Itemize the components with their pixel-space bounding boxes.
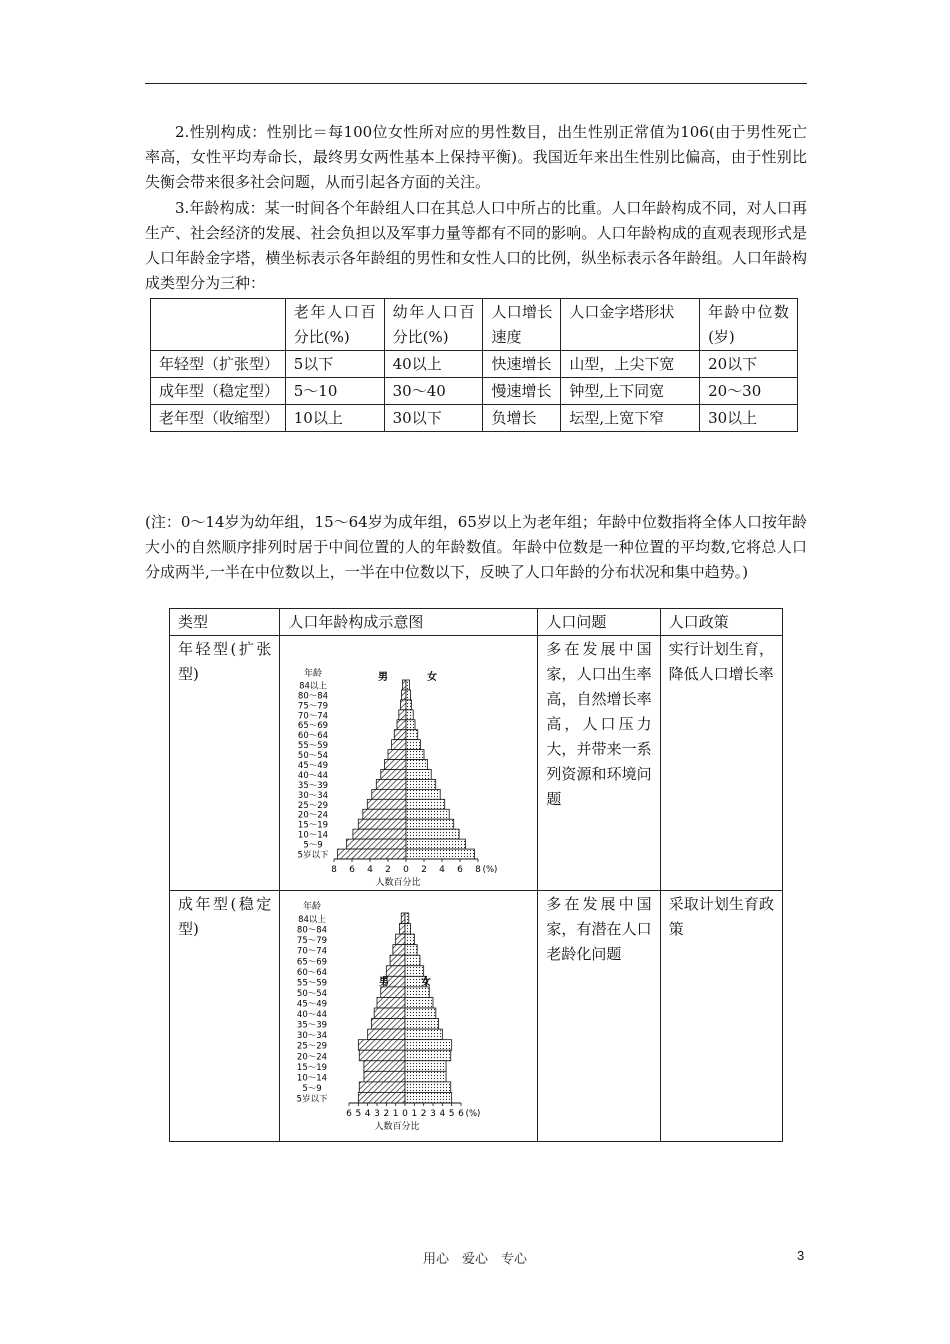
table-row [170, 891, 783, 1142]
bar-female [405, 1092, 452, 1103]
table-cell: 钟型,上下同宽 [561, 378, 700, 405]
x-tick-label: 0 [403, 865, 410, 875]
bar-male [368, 1029, 405, 1040]
y-tick-label: 84以上 [298, 915, 327, 926]
chart-cell [280, 891, 538, 1142]
chart-cell [280, 636, 538, 891]
y-tick-label: 20～24 [297, 1052, 328, 1063]
table-cell: 20～30 [700, 378, 798, 405]
x-tick-label: 5 [449, 1109, 455, 1119]
bar-female [406, 700, 411, 710]
y-tick-label: 35～39 [298, 780, 329, 791]
female-label: 女 [427, 672, 438, 683]
bar-male [359, 1040, 406, 1051]
y-tick-label: 75～79 [298, 701, 329, 712]
bar-male [381, 770, 406, 780]
bar-female [405, 1071, 446, 1082]
y-tick-label: 70～74 [298, 711, 329, 722]
y-tick-label: 15～19 [297, 1062, 328, 1073]
bar-male [364, 1061, 405, 1072]
bar-male [402, 690, 407, 700]
header-rule [145, 83, 807, 84]
bar-male [375, 1008, 406, 1019]
table-header-row [151, 299, 798, 351]
bar-female [406, 789, 440, 799]
table-row [151, 378, 798, 405]
paragraph-note: (注：0～14岁为幼年组，15～64岁为成年组，65岁以上为老年组；年龄中位数指将全体人口按年龄大小的自然顺序排列时居于中间位置的人的年龄数值。年龄中位数是一种位置的平均数,它将总人口分成两半,一半在中位数以上，一半在中位数以下，反映了人口年龄的分布状况和集中趋势。) [145, 513, 807, 581]
table-cell: 老年型（收缩型） [151, 405, 286, 432]
bar-male [403, 680, 407, 690]
bar-female [406, 690, 411, 700]
table-row [151, 351, 798, 378]
bar-male [393, 945, 405, 956]
y-tick-label: 80～84 [298, 691, 329, 702]
y-tick-label: 50～54 [298, 751, 329, 762]
y-tick-label: 65～69 [297, 957, 328, 968]
male-label: 男 [379, 977, 390, 988]
y-tick-label: 25～29 [297, 1041, 328, 1052]
y-tick-label: 70～74 [297, 946, 328, 957]
table-cell: 多在发展中国家，有潜在人口老龄化问题 [538, 891, 660, 1142]
table-cell [151, 299, 286, 351]
bar-female [406, 710, 413, 720]
table-cell: 实行计划生育，降低人口增长率 [660, 636, 782, 891]
table-cell: 5～10 [285, 378, 384, 405]
x-tick-label: 4 [365, 1109, 371, 1119]
table-cell: 山型，上尖下宽 [561, 351, 700, 378]
bar-male [360, 1082, 406, 1093]
x-tick-label: 8 [475, 865, 482, 875]
bar-male [347, 839, 406, 849]
paragraph-sex-composition: 2.性别构成：性别比＝每100位女性所对应的男性数目，出生性别正常值为106(由于男性死亡率高，女性平均寿命长，最终男女两性基本上保持平衡)。我国近年来出生性别比偏高，由于性别比失衡会带来很多社会问题，从而引起各方面的关注。 [145, 123, 807, 191]
bar-male [399, 710, 406, 720]
bar-female [405, 997, 433, 1008]
table-cell: 10以上 [285, 405, 384, 432]
table-cell: 坛型,上宽下窄 [561, 405, 700, 432]
bar-female [406, 680, 410, 690]
bar-female [405, 1029, 442, 1040]
bar-male [368, 799, 407, 809]
bar-female [405, 913, 409, 924]
y-tick-label: 25～29 [298, 800, 329, 811]
x-axis-title: 人数百分比 [374, 1122, 420, 1132]
x-unit-label: (%) [465, 1109, 481, 1119]
y-tick-label: 40～44 [297, 1010, 328, 1021]
table-cell: 30以下 [384, 405, 483, 432]
male-label: 男 [378, 672, 389, 683]
table-cell: 采取计划生育政策 [660, 891, 782, 1142]
pyramid-table [169, 608, 783, 1142]
bar-female [406, 750, 424, 760]
bar-female [406, 819, 454, 829]
table-cell: 多在发展中国家，人口出生率高，自然增长率高，人口压力大，并带来一系列资源和环境问题 [538, 636, 660, 891]
footer-text: 用心 爱心 专心 [422, 1252, 527, 1267]
x-tick-label: 5 [355, 1109, 362, 1119]
y-tick-label: 60～64 [298, 731, 329, 742]
x-tick-label: 1 [393, 1109, 399, 1119]
bar-female [405, 1050, 451, 1061]
bar-female [405, 987, 429, 998]
page-number: 3 [797, 1248, 805, 1263]
bar-male [402, 913, 406, 924]
bar-female [405, 1082, 451, 1093]
bar-male [364, 1071, 405, 1082]
x-unit-label: (%) [482, 865, 498, 875]
bar-female [406, 730, 418, 740]
x-tick-label: 1 [411, 1109, 418, 1119]
y-tick-label: 10～14 [297, 1073, 328, 1084]
bar-female [406, 799, 445, 809]
table-cell: 负增长 [483, 405, 561, 432]
bar-female [405, 966, 424, 977]
bar-female [405, 955, 420, 966]
x-tick-label: 2 [421, 1109, 427, 1119]
y-tick-label: 50～54 [297, 988, 328, 999]
table-cell: 成年型(稳定型) [170, 891, 280, 1142]
bar-female [405, 945, 417, 956]
y-tick-label: 65～69 [298, 721, 329, 732]
table-cell: 人口增长速度 [483, 299, 561, 351]
age-type-table [150, 298, 798, 432]
y-tick-label: 40～44 [298, 770, 329, 781]
bar-male [388, 750, 406, 760]
bar-male [401, 700, 406, 710]
x-tick-label: 2 [383, 1109, 390, 1119]
x-tick-label: 3 [430, 1109, 437, 1119]
x-axis-title: 人数百分比 [375, 878, 421, 888]
bar-female [406, 740, 420, 750]
x-tick-label: 4 [439, 1109, 446, 1119]
bar-male [387, 966, 406, 977]
x-tick-label: 2 [421, 865, 428, 875]
table-cell: 5以下 [285, 351, 384, 378]
y-tick-label: 20～24 [298, 810, 329, 821]
young-pyramid-chart [280, 636, 537, 888]
table-cell: 成年型（稳定型） [151, 378, 286, 405]
bar-female [405, 934, 414, 945]
x-tick-label: 4 [439, 865, 446, 875]
table-cell: 慢速增长 [483, 378, 561, 405]
bar-male [381, 987, 405, 998]
bar-female [405, 1061, 446, 1072]
bar-male [390, 955, 405, 966]
x-tick-label: 0 [402, 1109, 409, 1119]
bar-female [406, 829, 459, 839]
bar-female [406, 779, 436, 789]
bar-male [392, 740, 406, 750]
y-tick-label: 75～79 [297, 936, 328, 947]
table-header-row [170, 609, 783, 636]
table-row [151, 405, 798, 432]
table-cell: 年轻型（扩张型） [151, 351, 286, 378]
bar-male [377, 997, 405, 1008]
table-cell: 人口政策 [660, 609, 782, 636]
y-tick-label: 30～34 [297, 1031, 328, 1042]
y-tick-label: 5～9 [302, 1083, 323, 1094]
bar-female [406, 809, 449, 819]
bar-male [359, 1092, 406, 1103]
y-tick-label: 60～64 [297, 967, 328, 978]
bar-female [406, 720, 415, 730]
x-tick-label: 6 [346, 1109, 353, 1119]
x-tick-label: 6 [457, 865, 464, 875]
y-tick-label: 45～49 [297, 999, 328, 1010]
bar-female [406, 770, 431, 780]
y-tick-label: 84以上 [299, 681, 328, 692]
y-tick-label: 15～19 [298, 820, 329, 831]
x-tick-label: 3 [374, 1109, 381, 1119]
bar-male [338, 849, 406, 859]
y-tick-label: 80～84 [297, 925, 328, 936]
table-cell: 20以下 [700, 351, 798, 378]
bar-female [405, 924, 411, 935]
table-cell: 人口年龄构成示意图 [280, 609, 538, 636]
mature-pyramid-chart [280, 891, 537, 1133]
y-axis-title: 年龄 [304, 669, 323, 679]
table-cell: 类型 [170, 609, 280, 636]
table-cell: 快速增长 [483, 351, 561, 378]
bar-female [405, 1008, 436, 1019]
table-cell: 40以上 [384, 351, 483, 378]
bar-male [363, 809, 406, 819]
bar-female [406, 760, 428, 770]
table-cell: 30～40 [384, 378, 483, 405]
bar-male [372, 789, 406, 799]
table-cell: 人口问题 [538, 609, 660, 636]
bar-male [377, 779, 407, 789]
bar-female [406, 839, 465, 849]
bar-male [360, 1050, 406, 1061]
x-tick-label: 4 [367, 865, 374, 875]
bar-male [400, 924, 406, 935]
table-cell: 人口金字塔形状 [561, 299, 700, 351]
y-tick-label: 55～59 [297, 978, 328, 989]
y-tick-label: 45～49 [298, 761, 329, 771]
table-cell: 年龄中位数(岁) [700, 299, 798, 351]
bar-male [359, 819, 407, 829]
bar-male [372, 1019, 406, 1030]
bar-female [405, 1019, 439, 1030]
bar-female [405, 1040, 452, 1051]
bar-male [396, 934, 405, 945]
x-tick-label: 2 [385, 865, 392, 875]
bar-male [353, 829, 406, 839]
x-tick-label: 6 [458, 1109, 465, 1119]
y-tick-label: 5岁以下 [296, 1094, 328, 1105]
y-tick-label: 5～9 [303, 840, 324, 851]
y-tick-label: 35～39 [297, 1020, 328, 1031]
table-cell: 30以上 [700, 405, 798, 432]
bar-male [397, 720, 406, 730]
y-tick-label: 30～34 [298, 790, 329, 801]
table-row [170, 636, 783, 891]
bar-male [395, 730, 407, 740]
y-tick-label: 55～59 [298, 741, 329, 752]
y-axis-title: 年龄 [303, 902, 322, 912]
bar-male [385, 760, 407, 770]
bar-female [406, 849, 474, 859]
y-tick-label: 10～14 [298, 830, 329, 841]
table-cell: 幼年人口百分比(%) [384, 299, 483, 351]
paragraph-age-composition: 3.年龄构成：某一时间各个年龄组人口在其总人口中所占的比重。人口年龄构成不同，对人口再生产、社会经济的发展、社会负担以及军事力量等都有不同的影响。人口年龄构成的直观表现形式是人口年龄金字塔，横坐标表示各年龄组的男性和女性人口的比例，纵坐标表示各年龄组。人口年龄构成类型分为三种： [145, 199, 807, 292]
table-cell: 老年人口百分比(%) [285, 299, 384, 351]
female-label: 女 [421, 977, 432, 988]
x-tick-label: 6 [349, 865, 356, 875]
table-cell: 年轻型(扩张型) [170, 636, 280, 891]
x-tick-label: 8 [331, 865, 338, 875]
y-tick-label: 5岁以下 [297, 850, 329, 861]
